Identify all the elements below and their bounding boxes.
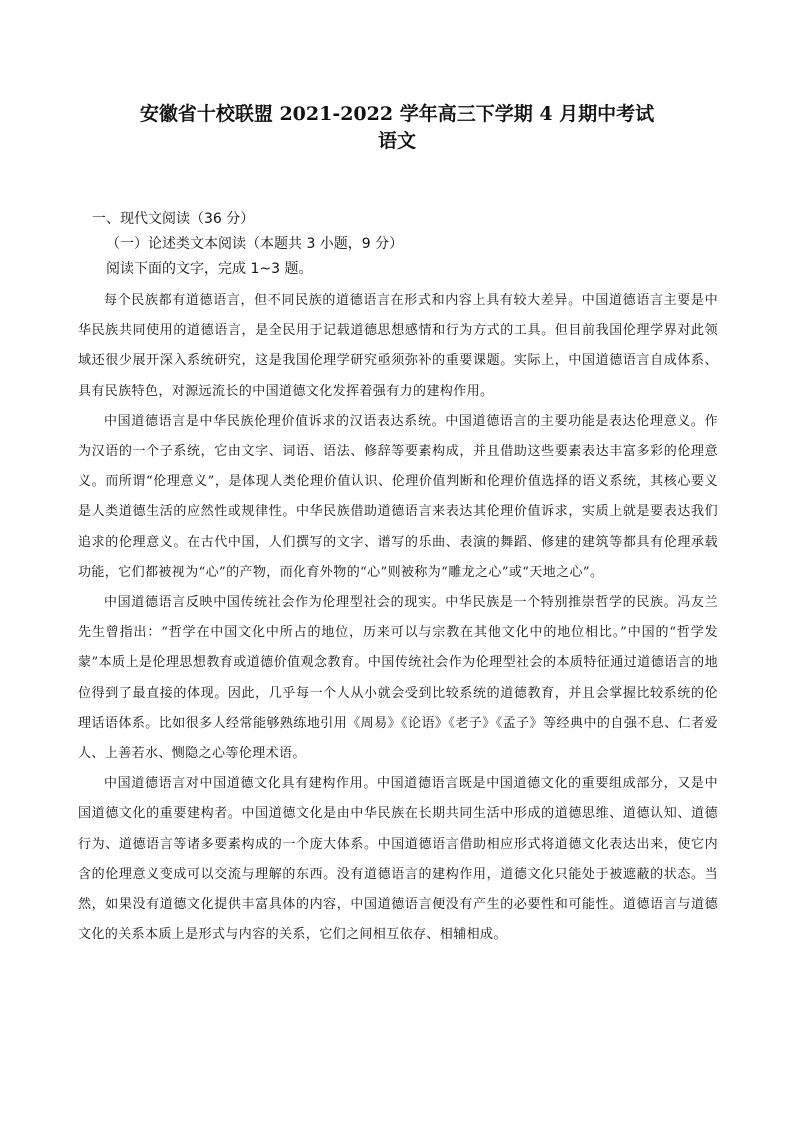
document-title: 安徽省十校联盟 2021-2022 学年高三下学期 4 月期中考试 (139, 103, 655, 125)
title-block (0, 101, 794, 155)
reading-instruction: 阅读下面的文字，完成 1~3 题。 (106, 261, 313, 277)
main-content (78, 207, 718, 950)
section-heading: 一、现代文阅读（36 分） (92, 211, 255, 227)
paragraph-2: 中国道德语言是中华民族伦理价值诉求的汉语表达系统。中国道德语言的主要功能是表达伦理意义。作为汉语的一个子系统，它由文字、词语、语法、修辞等要素构成，并且借助这些要素表达丰富多彩的伦理意义。而所谓“伦理意义”，是体现人类伦理价值认识、伦理价值判断和伦理价值选择的语义系统，其核心要义是人类道德生活的应然性或规律性。中华民族借助道德语言来表达其伦理价值诉求，实质上就是要表达我们追求的伦理意义。在古代中国，人们撰写的文字、谱写的乐曲、表演的舞蹈、修建的建筑等都具有伦理承载功能，它们都被视为“心”的产物，而化育外物的“心”则被称为“雕龙之心”或“天地之心”。 (78, 413, 718, 580)
paragraph-1: 每个民族都有道德语言，但不同民族的道德语言在形式和内容上具有较大差异。中国道德语言主要是中华民族共同使用的道德语言，是全民用于记载道德思想感情和行为方式的工具。但目前我国伦理学界对此领域还很少展开深入系统研究，这是我国伦理学研究亟须弥补的重要课题。实际上，中国道德语言自成体系、具有民族特色，对源远流长的中国道德文化发挥着强有力的建构作用。 (78, 293, 718, 399)
subsection-heading: （一）论述类文本阅读（本题共 3 小题，9 分） (106, 236, 404, 252)
document-subtitle: 语文 (377, 130, 416, 152)
paragraph-3: 中国道德语言反映中国传统社会作为伦理型社会的现实。中华民族是一个特别推崇哲学的民族。冯友兰先生曾指出：“哲学在中国文化中所占的地位，历来可以与宗教在其他文化中的地位相比。”中国的“哲学发蒙”本质上是伦理思想教育或道德价值观念教育。中国传统社会作为伦理型社会的本质特征通过道德语言的地位得到了最直接的体现。因此，几乎每一个人从小就会受到比较系统的道德教育，并且会掌握比较系统的伦理话语体系。比如很多人经常能够熟练地引用《周易》《论语》《老子》《孟子》等经典中的自强不息、仁者爱人、上善若水、恻隐之心等伦理术语。 (78, 595, 718, 762)
article-body (78, 286, 718, 950)
paragraph-4: 中国道德语言对中国道德文化具有建构作用。中国道德语言既是中国道德文化的重要组成部分，又是中国道德文化的重要建构者。中国道德文化是由中华民族在长期共同生活中形成的道德思维、道德认知、道德行为、道德语言等诸多要素构成的一个庞大体系。中国道德语言借助相应形式将道德文化表达出来，使它内含的伦理意义变成可以交流与理解的东西。没有道德语言的建构作用，道德文化只能处于被遮蔽的状态。当然，如果没有道德文化提供丰富具体的内容，中国道德语言便没有产生的必要性和可能性。道德语言与道德文化的关系本质上是形式与内容的关系，它们之间相互依存、相辅相成。 (78, 776, 718, 943)
